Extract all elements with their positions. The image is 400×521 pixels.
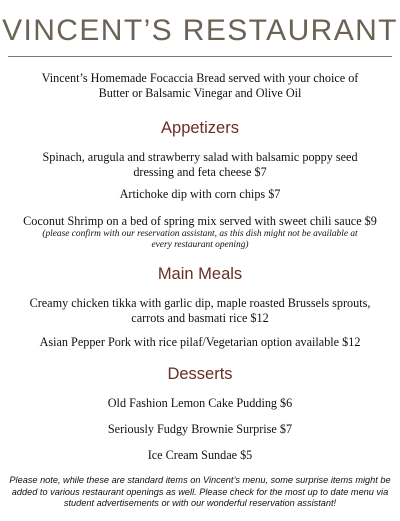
menu-item: Asian Pepper Pork with rice pilaf/Vegetarian option available $12 — [39, 335, 361, 349]
menu-item: Old Fashion Lemon Cake Pudding $6 — [107, 396, 293, 410]
restaurant-title: VINCENT’S RESTAURANT — [2, 14, 398, 47]
menu-item: Seriously Fudgy Brownie Surprise $7 — [107, 422, 293, 436]
footer-note: Please note, while these are standard items on Vincent’s menu, some surprise items might be added to various restaurant openings as well. Please check for the most up to date menu via student advertisements or with our wonderful reservation assistant! — [9, 475, 391, 509]
desserts-heading: Desserts — [167, 365, 233, 383]
intro-line-1: Vincent’s Homemade Focaccia Bread served with your choice of — [41, 71, 359, 85]
main-meals-heading: Main Meals — [157, 265, 243, 283]
menu-item: Creamy chicken tikka with garlic dip, maple roasted Brussels sprouts, carrots and basmati rice $12 — [29, 296, 371, 325]
menu-item: Ice Cream Sundae $5 — [147, 448, 253, 462]
menu-item-note: (please confirm with our reservation assistant, as this dish might not be available at every restaurant opening) — [42, 229, 358, 250]
intro-line-2: Butter or Balsamic Vinegar and Olive Oil — [98, 86, 302, 100]
intro-text — [10, 71, 390, 101]
menu-item-with-note — [8, 214, 392, 251]
menu-item-text: Coconut Shrimp on a bed of spring mix served with sweet chili sauce $9 — [23, 214, 377, 228]
appetizers-heading: Appetizers — [161, 119, 239, 137]
menu-item: Spinach, arugula and strawberry salad with balsamic poppy seed dressing and feta cheese $7 — [42, 150, 358, 179]
menu-item: Artichoke dip with corn chips $7 — [119, 187, 281, 201]
title-divider — [8, 56, 392, 57]
